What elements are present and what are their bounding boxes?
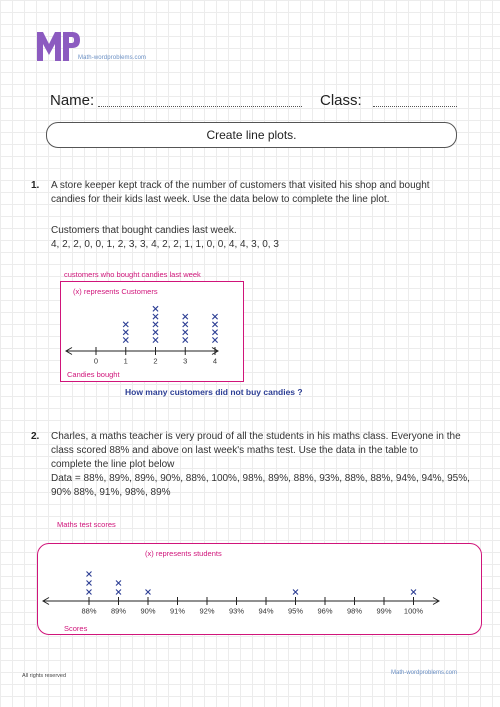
q1-text-line: candies for their kids last week. Use the data below to complete the line plot.	[51, 194, 390, 205]
x-mark	[123, 337, 128, 342]
q2-text-line: Charles, a maths teacher is very proud of all the students in his maths class. Everyone in the	[51, 431, 461, 442]
class-label: Class:	[320, 92, 362, 109]
tick-label: 4	[212, 356, 218, 366]
tick-label: 98%	[346, 606, 363, 616]
x-mark	[116, 590, 121, 595]
class-field[interactable]	[373, 92, 457, 107]
x-mark	[212, 330, 217, 335]
tick-label: 2	[153, 356, 158, 366]
brand-logo	[36, 30, 80, 62]
q1-plot-key: (x) represents Customers	[73, 287, 158, 296]
q1-axis-label: Candies bought	[67, 370, 120, 379]
q1-question: How many customers did not buy candies ?	[125, 387, 303, 397]
x-mark	[153, 337, 158, 342]
tick-label: 90%	[140, 606, 156, 616]
tick-label: 3	[183, 356, 188, 366]
q1-text	[51, 179, 483, 207]
q2-number: 2.	[31, 431, 40, 442]
x-mark	[123, 322, 128, 327]
tick-label: 1	[123, 356, 128, 366]
x-mark	[87, 581, 92, 586]
x-mark	[293, 590, 298, 595]
tick-label: 92%	[199, 606, 215, 616]
q2-text	[51, 430, 491, 500]
name-label: Name:	[50, 92, 95, 109]
q1-plot-title: customers who bought candies last week	[64, 270, 201, 279]
q1-data-values: 4, 2, 2, 0, 0, 1, 2, 3, 3, 4, 2, 2, 1, 1, 0, 0, 4, 4, 3, 0, 3	[51, 239, 279, 250]
q2-line-plot	[37, 543, 482, 635]
q1-line-plot	[60, 281, 244, 382]
x-mark	[183, 314, 188, 319]
q2-plot-title: Maths test scores	[57, 520, 116, 529]
q2-data-line: Data = 88%, 89%, 89%, 90%, 88%, 100%, 98%, 89%, 88%, 93%, 88%, 88%, 94%, 94%, 95%,	[51, 473, 470, 484]
tick-label: 93%	[228, 606, 245, 616]
footer-site: Math-wordproblems.com	[391, 670, 458, 676]
brand-site-text: Math-wordproblems.com	[78, 55, 147, 61]
tick-label: 91%	[169, 606, 186, 616]
tick-label: 89%	[110, 606, 127, 616]
x-mark	[183, 322, 188, 327]
x-mark	[411, 590, 416, 595]
worksheet-title: Create line plots.	[46, 122, 457, 148]
x-mark	[87, 590, 92, 595]
name-field[interactable]	[98, 92, 302, 107]
tick-label: 99%	[376, 606, 392, 616]
tick-label: 95%	[287, 606, 304, 616]
footer-rights: All rights reserved	[22, 673, 67, 679]
x-mark	[183, 330, 188, 335]
x-mark	[153, 330, 158, 335]
x-mark	[153, 306, 158, 311]
tick-label: 94%	[258, 606, 274, 616]
x-mark	[123, 330, 128, 335]
x-mark	[212, 322, 217, 327]
q2-text-line: complete the line plot below	[51, 459, 175, 470]
q2-plot-key: (x) represents students	[145, 549, 222, 558]
x-mark	[116, 581, 121, 586]
q2-axis-label: Scores	[64, 624, 88, 633]
tick-label: 88%	[81, 606, 97, 616]
q2-text-line: class scored 88% and above on last week's maths test. Use the data in the table to	[51, 445, 419, 456]
x-mark	[212, 337, 217, 342]
q2-data-line: 90% 88%, 91%, 98%, 89%	[51, 487, 171, 498]
x-mark	[212, 314, 217, 319]
tick-label: 0	[93, 356, 99, 366]
tick-label: 96%	[317, 606, 333, 616]
q1-number: 1.	[31, 180, 40, 191]
x-mark	[146, 590, 151, 595]
tick-label: 100%	[403, 606, 424, 616]
q1-data-label: Customers that bought candies last week.	[51, 225, 237, 236]
x-mark	[153, 314, 158, 319]
x-mark	[87, 572, 92, 577]
x-mark	[183, 337, 188, 342]
q1-text-line: A store keeper kept track of the number of customers that visited his shop and bought	[51, 180, 430, 191]
x-mark	[153, 322, 158, 327]
